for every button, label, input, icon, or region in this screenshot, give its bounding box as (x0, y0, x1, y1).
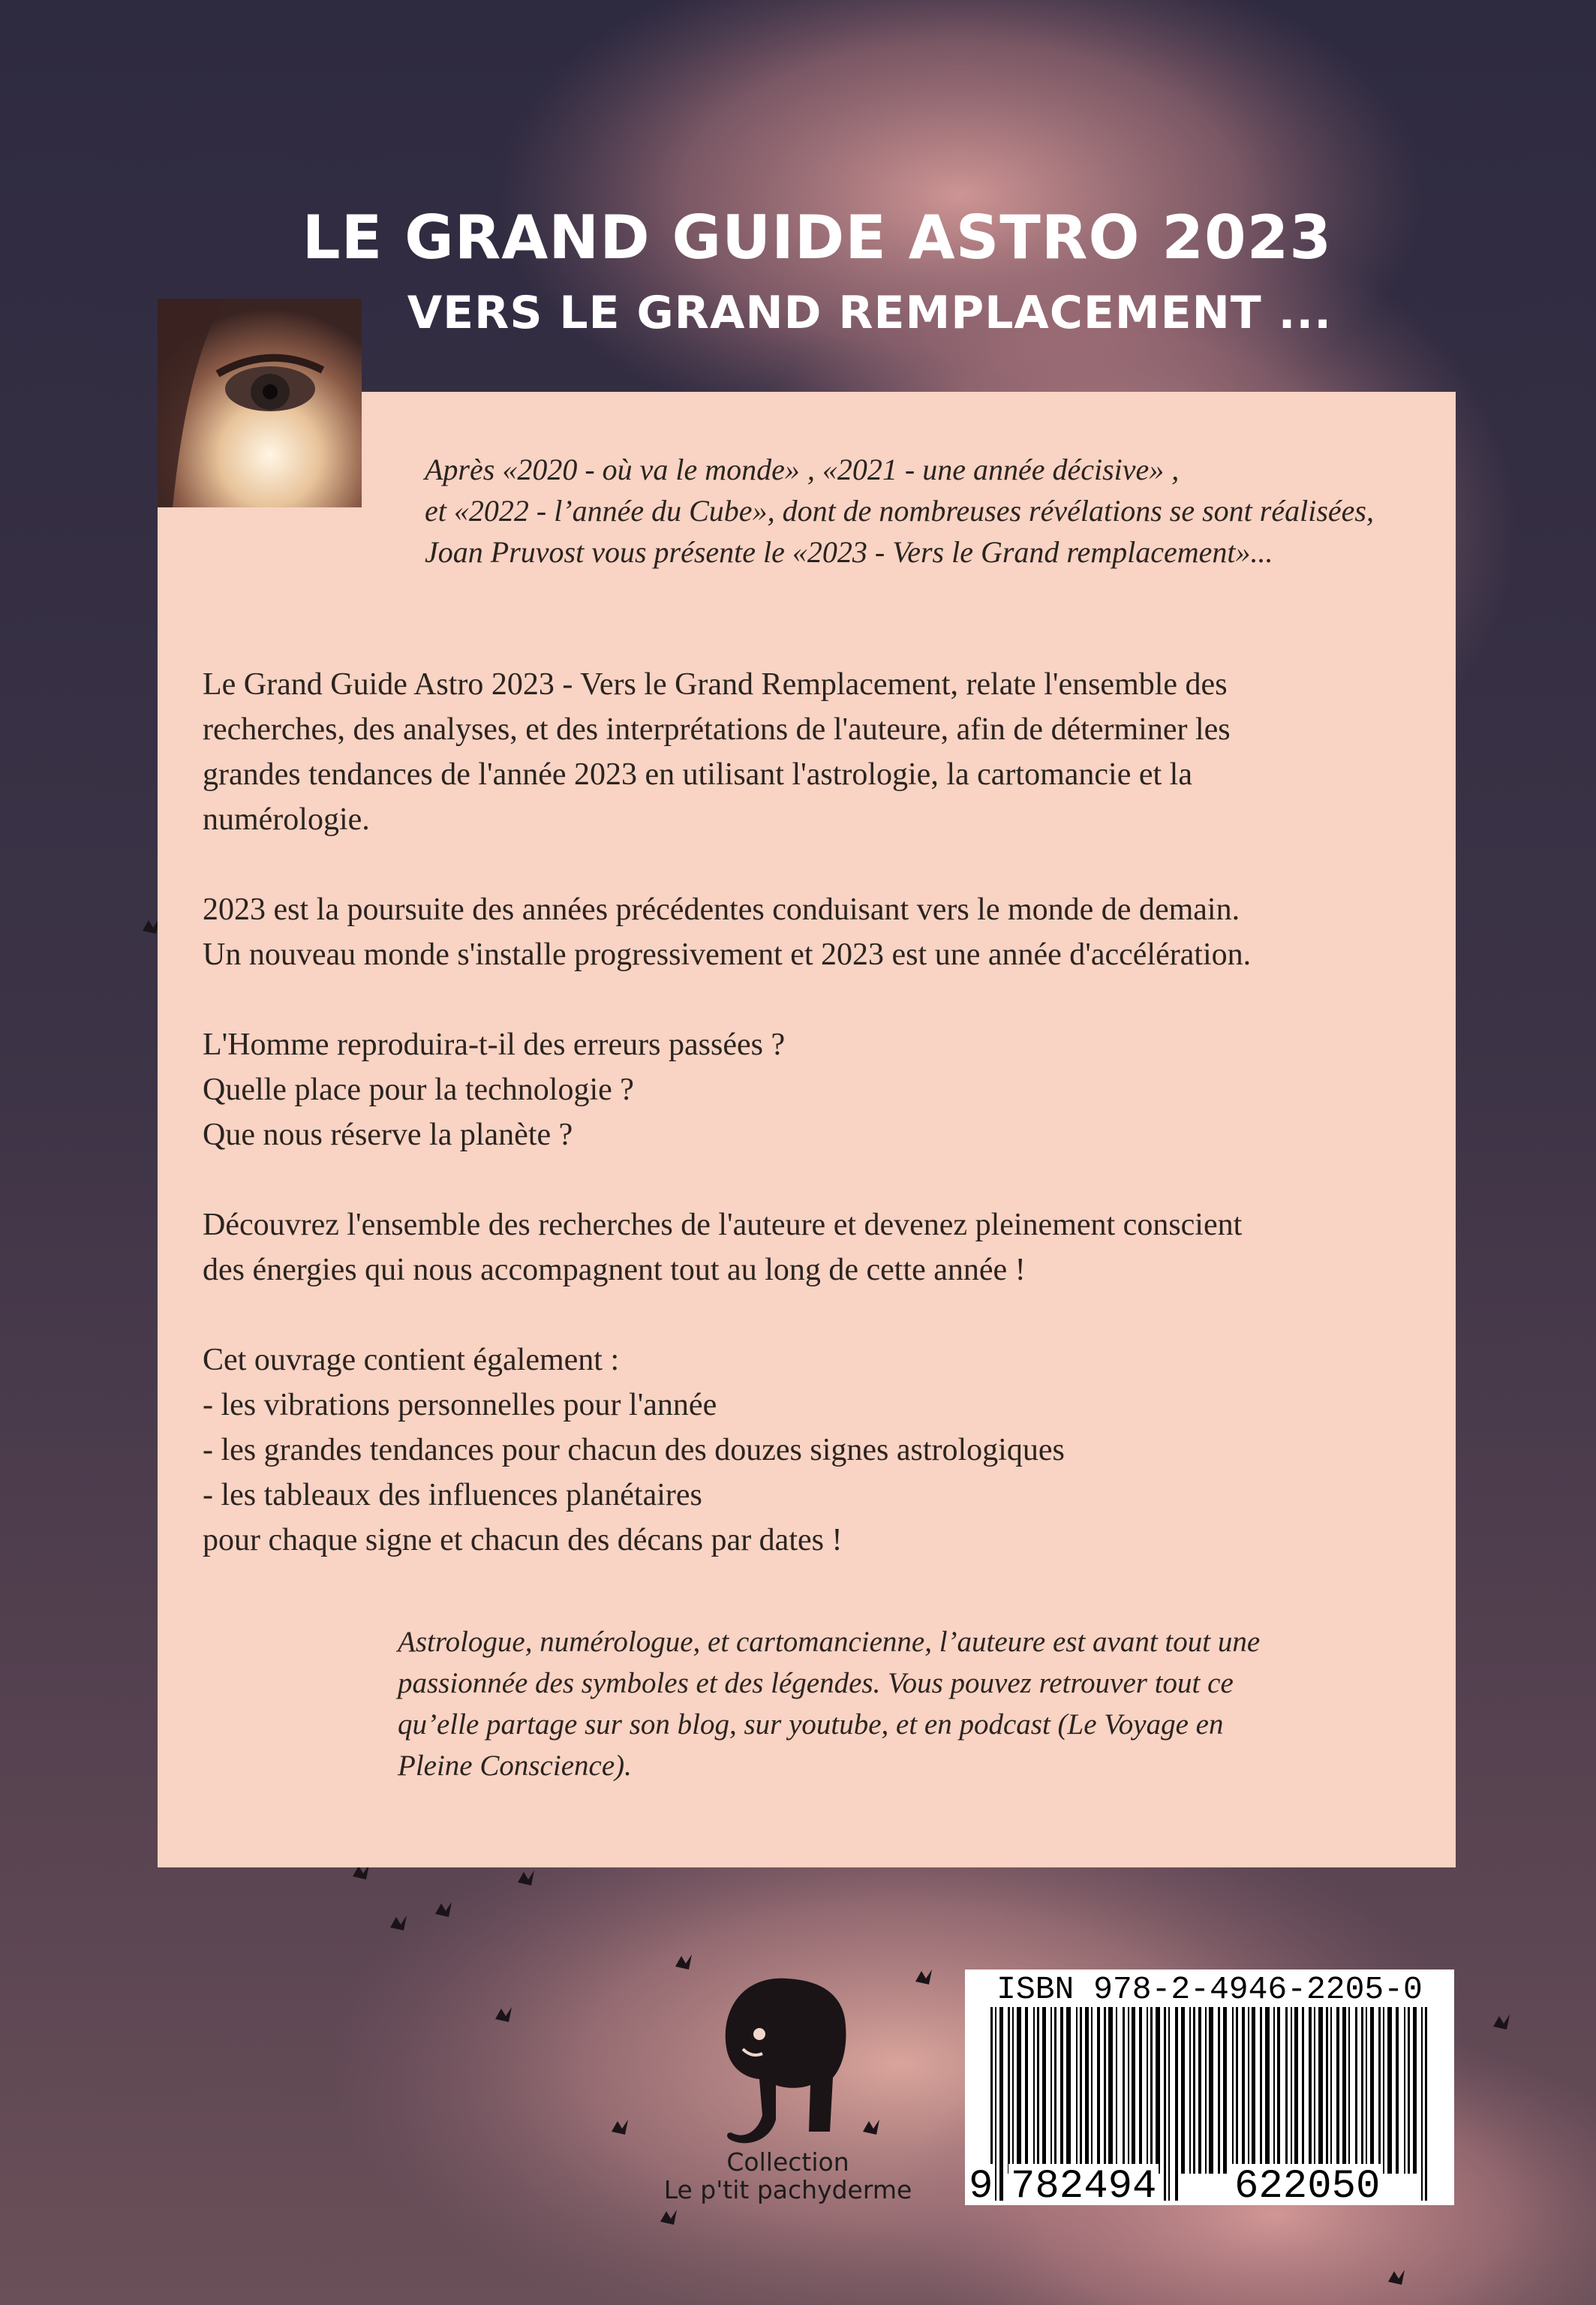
barcode-bar (1097, 2007, 1100, 2174)
bio-line: passionnée des symboles et des légendes. Vous pouvez retrouver tout ce (398, 1667, 1234, 1699)
collection-label (630, 2148, 945, 2204)
barcode-bar (1383, 2007, 1384, 2174)
text-line: Un nouveau monde s'installe progressivement et 2023 est une année d'accélération. (203, 937, 1252, 972)
text-line: 2023 est la poursuite des années précédentes conduisant vers le monde de demain. (203, 892, 1240, 927)
collection-word: Collection (726, 2147, 849, 2177)
barcode-bar (1425, 2007, 1427, 2201)
barcode-bar (1336, 2007, 1339, 2174)
barcode-bar (1361, 2007, 1363, 2174)
barcode-bar (1277, 2007, 1280, 2174)
barcode-bar (1156, 2007, 1160, 2174)
barcode-bar (1330, 2007, 1332, 2174)
barcode-bar (1193, 2007, 1195, 2174)
barcode-bar (1091, 2007, 1093, 2174)
barcode-bar (1291, 2007, 1292, 2174)
book-title: LE GRAND GUIDE ASTRO 2023 (302, 203, 1332, 272)
book-subtitle: VERS LE GRAND REMPLACEMENT ... (407, 287, 1332, 339)
text-line: pour chaque signe et chacun des décans par dates ! (203, 1523, 843, 1557)
barcode-bar (1309, 2007, 1312, 2174)
barcode-bar (1218, 2007, 1220, 2174)
barcode-bar (1025, 2007, 1028, 2174)
barcode-bar (1085, 2007, 1089, 2174)
barcode-bar (1273, 2007, 1275, 2174)
barcode-bar (1314, 2007, 1315, 2174)
text-line: Cet ouvrage contient également : (203, 1343, 620, 1377)
paragraph (203, 662, 1433, 842)
barcode-bar (1164, 2007, 1166, 2201)
barcode-bar (1318, 2007, 1323, 2174)
text-line: recherches, des analyses, et des interprétations de l'auteure, afin de déterminer les (203, 712, 1231, 747)
barcode-digits-right: 622050 (1232, 2164, 1382, 2205)
barcode-bar (1150, 2007, 1153, 2174)
barcode-bar (1033, 2007, 1035, 2174)
barcode-bar (1076, 2007, 1078, 2174)
text-line: Quelle place pour la technologie ? (203, 1073, 634, 1107)
barcode-bar (1248, 2007, 1249, 2174)
barcode-bar (1104, 2007, 1106, 2174)
barcode-bar (1128, 2007, 1129, 2174)
text-line: grandes tendances de l'année 2023 en utilisant l'astrologie, la cartomancie et la (203, 757, 1192, 792)
barcode-bar (1108, 2007, 1113, 2174)
text-line: - les grandes tendances pour chacun des douzes signes astrologiques (203, 1433, 1065, 1467)
barcode-bar (1181, 2007, 1185, 2174)
barcode-bar (1265, 2007, 1270, 2174)
text-line: - les vibrations personnelles pour l'année (203, 1388, 717, 1422)
paragraph (203, 1022, 1433, 1157)
barcode-bar (1285, 2007, 1288, 2174)
text-line: Découvrez l'ensemble des recherches de l'auteure et devenez pleinement conscient (203, 1208, 1243, 1242)
barcode-bar (1232, 2007, 1234, 2174)
barcode-bar (1066, 2007, 1071, 2174)
barcode-bar (1175, 2007, 1178, 2201)
barcode-bar (1252, 2007, 1255, 2174)
barcode-bar (1139, 2007, 1142, 2174)
barcode-bar (999, 2007, 1003, 2201)
barcode-bar (1408, 2007, 1410, 2174)
intro-line: Après «2020 - où va le monde» , «2021 - une année décisive» , (425, 453, 1180, 486)
barcode-bar (1342, 2007, 1346, 2174)
text-line: numérologie. (203, 802, 370, 837)
barcode-bar (1168, 2007, 1170, 2201)
description-text (203, 662, 1433, 1608)
author-bio (398, 1621, 1396, 1786)
barcode-digits-left: 782494 (1008, 2164, 1159, 2205)
barcode-bar (1123, 2007, 1125, 2174)
intro-text (425, 449, 1445, 573)
barcode-bar (1370, 2007, 1374, 2174)
barcode-bar (1080, 2007, 1082, 2174)
text-line: Le Grand Guide Astro 2023 - Vers le Grand Remplacement, relate l'ensemble des (203, 667, 1228, 702)
isbn-label: ISBN 978-2-4946-2205-0 (996, 1971, 1423, 2008)
barcode-bar (1017, 2007, 1021, 2174)
barcode-bar (1236, 2007, 1238, 2174)
text-line: - les tableaux des influences planétaires (203, 1478, 702, 1512)
paragraph (203, 887, 1433, 977)
bio-line: Astrologue, numérologue, et cartomancienne, l’auteure est avant tout une (398, 1626, 1261, 1658)
barcode-bar (1189, 2007, 1191, 2174)
barcode-bar (1012, 2007, 1014, 2174)
barcode-bar (1198, 2007, 1201, 2174)
elephant-icon (698, 1965, 885, 2153)
collection-name: Le p'tit pachyderme (663, 2175, 912, 2204)
barcode-bar (1387, 2007, 1392, 2174)
barcode-bar (1378, 2007, 1381, 2174)
barcode-bar (1209, 2007, 1213, 2174)
barcode-bar (1326, 2007, 1328, 2174)
intro-line: Joan Pruvost vous présente le «2023 - Vers le Grand remplacement»... (425, 535, 1273, 569)
text-line: des énergies qui nous accompagnent tout au long de cette année ! (203, 1253, 1026, 1287)
paragraph (203, 1202, 1433, 1292)
barcode-bar (1116, 2007, 1117, 2174)
barcode-bar (1366, 2007, 1367, 2174)
barcode-bar (1205, 2007, 1207, 2174)
barcode-bar (1404, 2007, 1405, 2174)
bio-line: Pleine Conscience). (398, 1750, 632, 1782)
barcode-bar (1050, 2007, 1052, 2174)
barcode-bar (1223, 2007, 1227, 2174)
barcode-bar (1242, 2007, 1245, 2174)
barcode-bar (1037, 2007, 1039, 2174)
barcode-bar (1147, 2007, 1148, 2174)
barcode-bar (1294, 2007, 1298, 2174)
bio-line: qu’elle partage sur son blog, sur youtube, et en podcast (Le Voyage en (398, 1708, 1224, 1741)
barcode-bar (1302, 2007, 1304, 2174)
barcode-bar (1132, 2007, 1135, 2174)
barcode-bar (1060, 2007, 1063, 2174)
barcode-bar (1008, 2007, 1010, 2174)
barcode-bar (1355, 2007, 1357, 2174)
paragraph (203, 1338, 1433, 1563)
barcode-bar (1413, 2007, 1417, 2174)
barcode-bar (1421, 2007, 1423, 2201)
intro-line: et «2022 - l’année du Cube», dont de nombreuses révélations se sont réalisées, (425, 494, 1374, 528)
barcode-bar (1348, 2007, 1350, 2174)
barcode-bar (1042, 2007, 1046, 2174)
barcode-bar (1260, 2007, 1262, 2174)
text-line: Que nous réserve la planète ? (203, 1118, 573, 1152)
author-photo (158, 299, 362, 507)
barcode-digit-first: 9 (966, 2164, 995, 2205)
isbn-barcode (965, 1969, 1454, 2205)
barcode-bar (1396, 2007, 1399, 2174)
barcode-bar (1054, 2007, 1056, 2174)
text-line: L'Homme reproduira-t-il des erreurs passées ? (203, 1028, 786, 1062)
